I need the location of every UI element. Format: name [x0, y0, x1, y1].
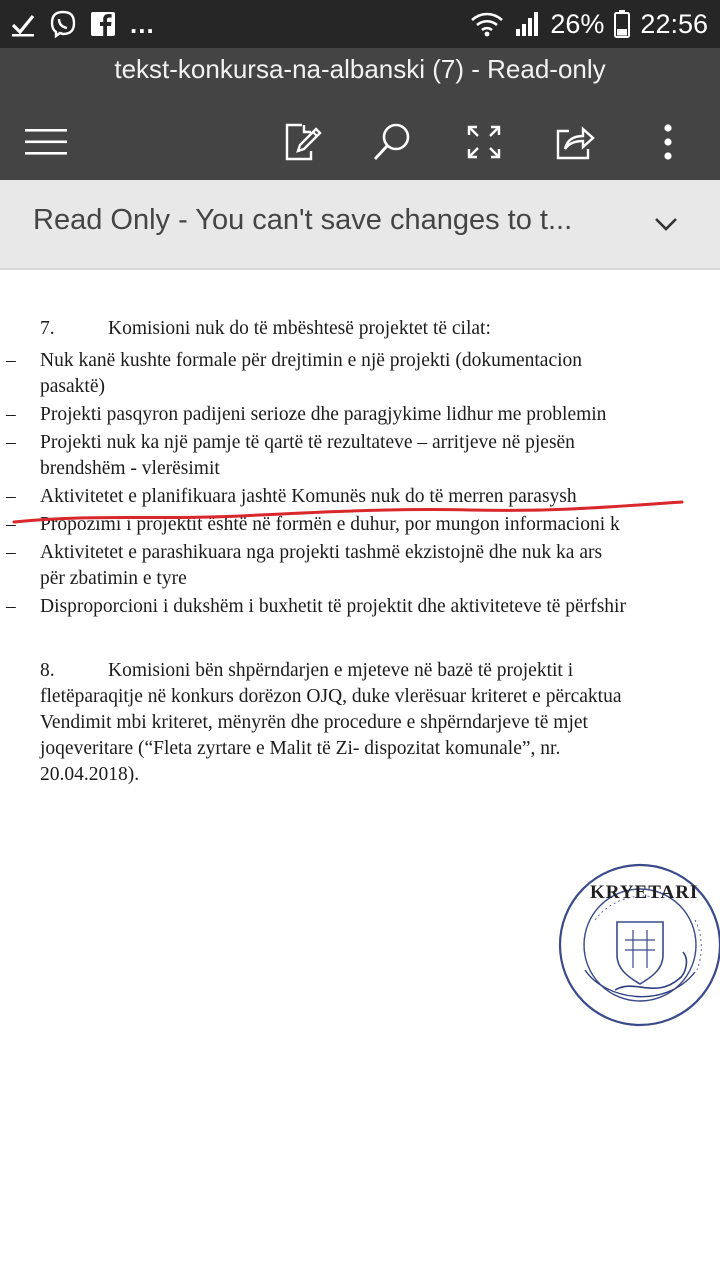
bullet-text-continued: brendshëm - vlerësimit — [40, 458, 220, 479]
fullscreen-icon — [466, 124, 502, 160]
bullet-text: Aktivitetet e parashikuara nga projekti tashmë ekzistojnë dhe nuk ka ars — [40, 542, 603, 563]
bullet-dash: – — [6, 350, 16, 371]
bullet-dash: – — [6, 514, 16, 535]
document-title: tekst-konkursa-na-albanski (7) - Read-only — [114, 54, 606, 84]
item-8-line: 20.04.2018). — [40, 764, 140, 785]
bullet-dash: – — [6, 404, 16, 425]
menu-icon — [25, 127, 67, 157]
item-8-line: Komisioni bën shpërndarjen e mjeteve në bazë të projektit i — [108, 660, 574, 681]
app-bar — [0, 48, 720, 180]
bullet-dash: – — [6, 596, 16, 617]
edit-icon — [282, 121, 322, 163]
read-only-message: Read Only - You can't save changes to t... — [33, 204, 573, 236]
chevron-down-icon[interactable] — [648, 206, 684, 242]
bullet-text: Nuk kanë kushte formale për drejtimin e një projekti (dokumentacion — [40, 350, 583, 371]
more-options-button[interactable] — [640, 114, 696, 170]
bullet-text: Disproporcioni i dukshëm i buxhetit të projektit dhe aktiviteteve të përfshir — [40, 596, 626, 617]
document-page[interactable] — [0, 270, 720, 1280]
bullet-dash: – — [6, 542, 16, 563]
bullet-text-highlighted: Aktivitetet e planifikuara jashtë Komunës nuk do të merren parasysh — [40, 486, 577, 507]
red-underline-annotation — [0, 270, 720, 570]
bullet-dash: – — [6, 486, 16, 507]
item-8-line: Vendimit mbi kriteret, mënyrën dhe procedure e shpërndarjeve të mjet — [40, 712, 588, 733]
search-button[interactable] — [364, 114, 420, 170]
signal-icon — [514, 11, 540, 37]
item-7-number: 7. — [40, 318, 55, 339]
viber-icon — [48, 9, 78, 39]
share-icon — [555, 123, 595, 161]
share-button[interactable] — [547, 114, 603, 170]
check-icon — [10, 11, 36, 37]
more-vert-icon — [663, 124, 673, 160]
item-8-number: 8. — [40, 660, 55, 681]
wifi-icon — [470, 10, 504, 38]
read-only-banner[interactable] — [0, 180, 720, 270]
battery-percentage: 26% — [550, 8, 605, 39]
edit-button[interactable] — [274, 114, 330, 170]
item-7-heading: Komisioni nuk do të mbështesë projektet të cilat: — [108, 318, 491, 339]
menu-button[interactable] — [18, 114, 74, 170]
bullet-text: Projekti pasqyron padijeni serioze dhe paragjykime lidhur me problemin — [40, 404, 607, 425]
bullet-text: Projekti nuk ka një pamje të qartë të rezultateve – arritjeve në pjesën — [40, 432, 575, 453]
search-icon — [372, 122, 412, 162]
more-notifications: ... — [130, 8, 155, 39]
bullet-text-continued: për zbatimin e tyre — [40, 568, 187, 589]
clock: 22:56 — [640, 8, 708, 39]
battery-icon — [614, 10, 630, 38]
bullet-dash: – — [6, 432, 16, 453]
item-8-line: joqeveritare (“Fleta zyrtare e Malit të Zi- dispozitat komunale”, nr. — [40, 738, 561, 759]
bullet-text: Propozimi i projektit është në formën e duhur, por mungon informacioni k — [40, 514, 620, 535]
item-8-line: fletëparaqitje në konkurs dorëzon OJQ, duke vlerësuar kriteret e përcaktua — [40, 686, 622, 707]
fullscreen-button[interactable] — [456, 114, 512, 170]
signature-label: KRYETARI — [590, 882, 699, 903]
facebook-icon — [90, 11, 116, 37]
status-bar — [0, 0, 720, 48]
bullet-text-continued: pasaktë) — [40, 376, 105, 397]
